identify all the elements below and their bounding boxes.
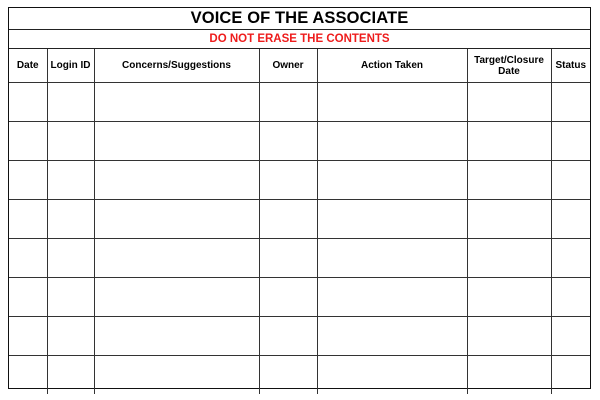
cell-login-id[interactable] (47, 239, 94, 278)
cell-concerns-suggestions[interactable] (94, 200, 259, 239)
cell-target-closure-date[interactable] (467, 317, 551, 356)
cell-concerns-suggestions[interactable] (94, 278, 259, 317)
cell-target-closure-date[interactable] (467, 239, 551, 278)
cell-target-closure-date[interactable] (467, 356, 551, 395)
cell-owner[interactable] (259, 83, 317, 122)
table-row (9, 83, 590, 122)
cell-concerns-suggestions[interactable] (94, 122, 259, 161)
cell-login-id[interactable] (47, 161, 94, 200)
table-row (9, 239, 590, 278)
table-row (9, 122, 590, 161)
cell-action-taken[interactable] (317, 122, 467, 161)
cell-date[interactable] (9, 317, 47, 356)
cell-status[interactable] (551, 278, 590, 317)
cell-status[interactable] (551, 122, 590, 161)
cell-target-closure-date[interactable] (467, 278, 551, 317)
cell-date[interactable] (9, 200, 47, 239)
table-row (9, 200, 590, 239)
form-notice: DO NOT ERASE THE CONTENTS (9, 30, 590, 49)
table-row (9, 278, 590, 317)
cell-action-taken[interactable] (317, 161, 467, 200)
cell-owner[interactable] (259, 161, 317, 200)
cell-target-closure-date[interactable] (467, 83, 551, 122)
cell-concerns-suggestions[interactable] (94, 83, 259, 122)
table-row (9, 356, 590, 395)
column-header-action-taken: Action Taken (317, 49, 467, 83)
table-row (9, 317, 590, 356)
cell-target-closure-date[interactable] (467, 161, 551, 200)
column-header-date: Date (9, 49, 47, 83)
cell-owner[interactable] (259, 200, 317, 239)
cell-concerns-suggestions[interactable] (94, 239, 259, 278)
cell-login-id[interactable] (47, 317, 94, 356)
cell-concerns-suggestions[interactable] (94, 317, 259, 356)
cell-status[interactable] (551, 161, 590, 200)
cell-owner[interactable] (259, 122, 317, 161)
cell-action-taken[interactable] (317, 278, 467, 317)
cell-owner[interactable] (259, 356, 317, 395)
cell-action-taken[interactable] (317, 317, 467, 356)
form-title: VOICE OF THE ASSOCIATE (9, 8, 590, 30)
cell-target-closure-date[interactable] (467, 200, 551, 239)
cell-owner[interactable] (259, 239, 317, 278)
cell-action-taken[interactable] (317, 200, 467, 239)
cell-login-id[interactable] (47, 200, 94, 239)
column-header-status: Status (551, 49, 590, 83)
cell-action-taken[interactable] (317, 83, 467, 122)
cell-date[interactable] (9, 161, 47, 200)
cell-login-id[interactable] (47, 122, 94, 161)
cell-target-closure-date[interactable] (467, 122, 551, 161)
cell-date[interactable] (9, 83, 47, 122)
cell-date[interactable] (9, 356, 47, 395)
column-header-login-id: Login ID (47, 49, 94, 83)
column-header-target-closure-date: Target/Closure Date (467, 49, 551, 83)
column-header-concerns-suggestions: Concerns/Suggestions (94, 49, 259, 83)
cell-status[interactable] (551, 317, 590, 356)
cell-date[interactable] (9, 278, 47, 317)
feedback-table (9, 49, 590, 394)
feedback-form (8, 7, 591, 389)
cell-status[interactable] (551, 83, 590, 122)
table-header-row (9, 49, 590, 83)
cell-status[interactable] (551, 356, 590, 395)
cell-date[interactable] (9, 239, 47, 278)
table-row (9, 161, 590, 200)
column-header-owner: Owner (259, 49, 317, 83)
cell-owner[interactable] (259, 278, 317, 317)
cell-owner[interactable] (259, 317, 317, 356)
cell-concerns-suggestions[interactable] (94, 161, 259, 200)
cell-login-id[interactable] (47, 278, 94, 317)
cell-date[interactable] (9, 122, 47, 161)
cell-login-id[interactable] (47, 356, 94, 395)
cell-action-taken[interactable] (317, 356, 467, 395)
cell-status[interactable] (551, 239, 590, 278)
cell-status[interactable] (551, 200, 590, 239)
table-body (9, 83, 590, 395)
cell-action-taken[interactable] (317, 239, 467, 278)
cell-concerns-suggestions[interactable] (94, 356, 259, 395)
cell-login-id[interactable] (47, 83, 94, 122)
